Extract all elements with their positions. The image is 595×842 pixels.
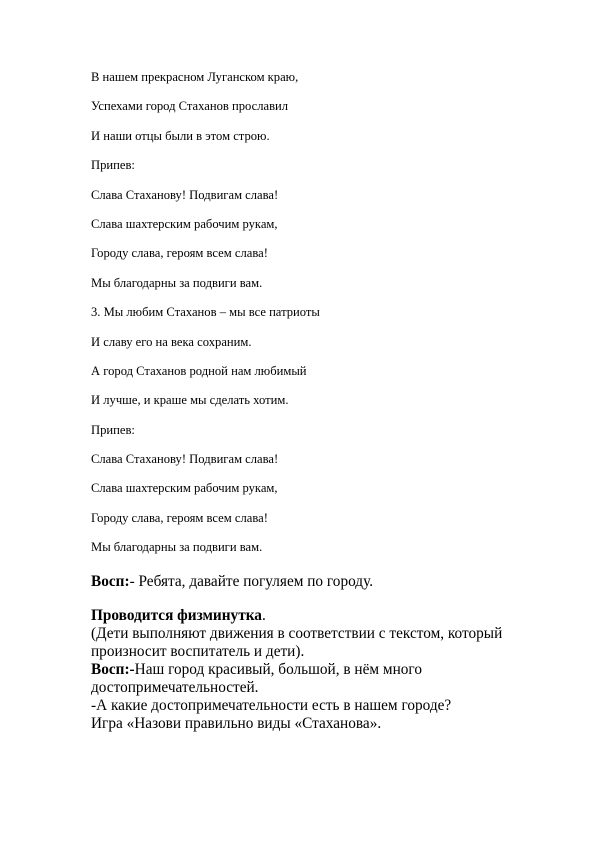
song-line: Мы благодарны за подвиги вам. [91, 275, 263, 290]
exercise-note: (Дети выполняют движения в соответствии с текстом, который произносит воспитатель и дети). [91, 625, 503, 660]
teacher-remark-walk [91, 573, 531, 591]
song-line: Мы благодарны за подвиги вам. [91, 540, 263, 555]
chorus-label: Припев: [91, 422, 135, 437]
song-line: Слава Стаханову! Подвигам слава! [91, 452, 279, 467]
question-line: -А какие достопримечательности есть в нашем городе? [91, 697, 452, 714]
song-line: Городу слава, героям всем слава! [91, 510, 268, 525]
paragraph-gap [91, 591, 531, 607]
song-line: И славу его на века сохраним. [91, 334, 252, 349]
song-line: А город Стаханов родной нам любимый [91, 363, 307, 378]
song-line: Городу слава, героям всем слава! [91, 246, 268, 261]
song-line: Слава Стаханову! Подвигам слава! [91, 187, 279, 202]
song-lyrics [91, 70, 531, 570]
verse-3-start: 3. Мы любим Стаханов – мы все патриоты [91, 305, 320, 320]
song-line: Слава шахтерским рабочим рукам, [91, 481, 278, 496]
song-line: Успехами город Стаханов прославил [91, 99, 289, 114]
chorus-label: Припев: [91, 158, 135, 173]
speaker-label: Восп: [91, 573, 130, 590]
speaker-label: Восп:- [91, 661, 135, 678]
song-line: Слава шахтерским рабочим рукам, [91, 216, 278, 231]
teacher-remark-city [91, 661, 531, 697]
exercise-heading [91, 607, 531, 625]
exercise-title-period: . [261, 607, 266, 624]
song-line: И лучше, и краше мы сделать хотим. [91, 393, 289, 408]
lesson-text [91, 573, 531, 733]
remark-text: - Ребята, давайте погуляем по городу. [129, 573, 374, 590]
song-line: И наши отцы были в этом строю. [91, 128, 270, 143]
game-line: Игра «Назови правильно виды «Стаханова». [91, 715, 382, 732]
exercise-title: Проводится физминутка [91, 607, 262, 624]
song-line: В нашем прекрасном Луганском краю, [91, 70, 299, 84]
remark-text: Наш город красивый, большой, в нём много достопримечательностей. [91, 661, 422, 696]
